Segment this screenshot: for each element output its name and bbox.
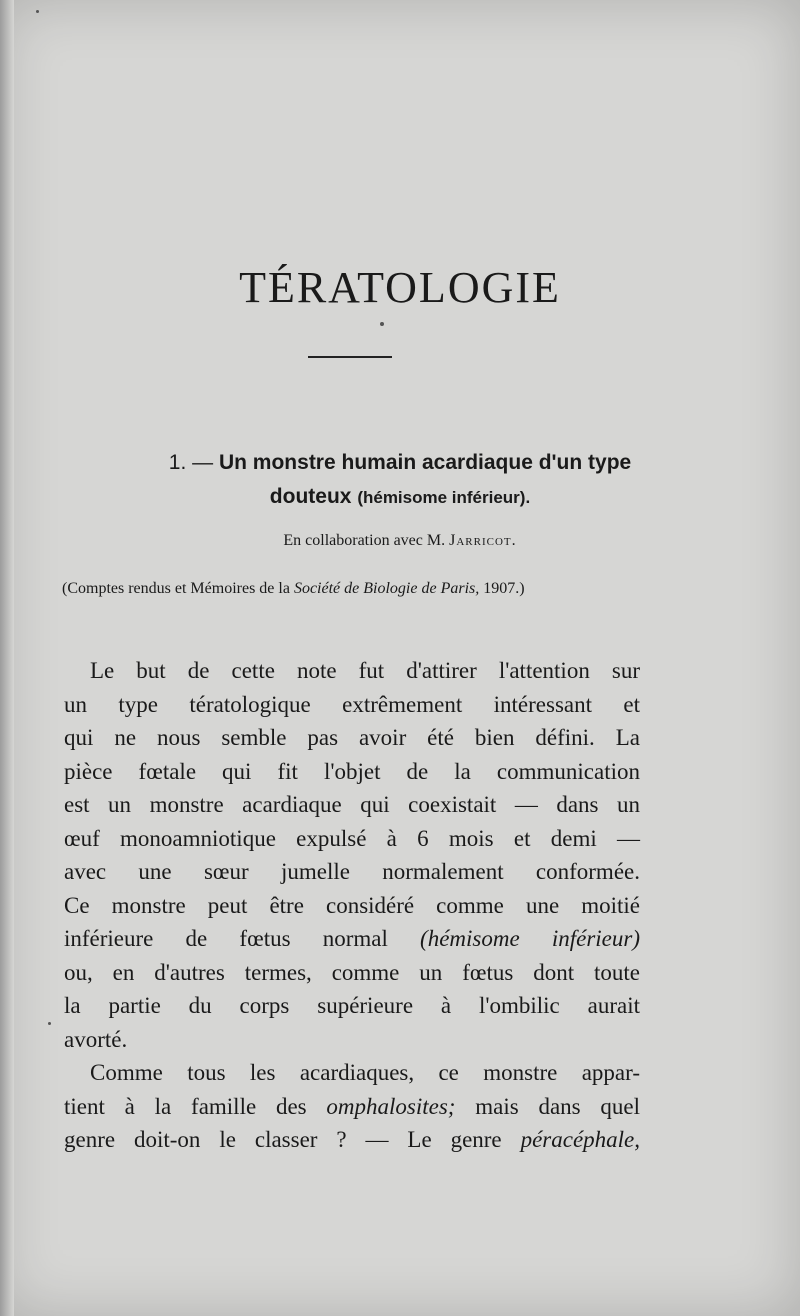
italic-term: (hémisome inférieur) xyxy=(420,926,640,951)
body-text xyxy=(64,654,640,1157)
source-open: (Comptes rendus et Mémoires de la xyxy=(62,580,290,597)
text-line: œuf monoamniotique expulsé à 6 mois et demi — xyxy=(64,825,640,851)
collaboration-prefix: En collaboration avec M. xyxy=(283,532,446,549)
paragraph-2 xyxy=(64,1056,640,1157)
page-edge-shadow xyxy=(0,0,14,1316)
text-segment: genre doit-on le classer ? — Le genre xyxy=(64,1127,502,1152)
section-title-line2: douteux xyxy=(269,485,352,508)
source-society: Société de Biologie de Paris, xyxy=(293,580,480,597)
section-title-line1: Un monstre humain acardiaque d'un type xyxy=(218,451,632,474)
source-year: 1907.) xyxy=(483,580,525,597)
paragraph-1 xyxy=(64,654,640,1056)
print-speck xyxy=(48,1022,51,1025)
text-line: qui ne nous semble pas avoir été bien défini. La xyxy=(64,725,640,750)
section-subtitle: (hémisome inférieur). xyxy=(357,488,531,507)
text-line: avorté. xyxy=(64,1026,128,1052)
text-line: Comme tous les acardiaques, ce monstre appar- xyxy=(90,1060,640,1085)
text-line xyxy=(64,922,640,956)
text-line: un type tératologique extrêmement intéressant et xyxy=(64,691,640,717)
section-number: 1. — xyxy=(168,451,214,474)
text-segment: mais dans quel xyxy=(475,1093,640,1119)
page-title: TÉRATOLOGIE xyxy=(239,263,561,312)
italic-term: omphalosites; xyxy=(326,1093,456,1119)
source-citation xyxy=(62,580,662,598)
text-line: ou, en d'autres termes, comme un fœtus dont toute xyxy=(64,959,640,985)
section-heading xyxy=(0,446,800,515)
text-line: Le but de cette note fut d'attirer l'attention sur xyxy=(90,658,640,683)
text-line xyxy=(64,1090,640,1124)
text-line: est un monstre acardiaque qui coexistait — dans un xyxy=(64,792,640,817)
collaboration-line xyxy=(0,532,800,550)
italic-term: péracéphale, xyxy=(520,1127,641,1152)
text-line: pièce fœtale qui fit l'objet de la communication xyxy=(64,758,640,784)
print-speck xyxy=(36,10,39,13)
text-line-start: inférieure de fœtus normal xyxy=(64,926,388,951)
text-line: Ce monstre peut être considéré comme une moitié xyxy=(64,892,640,918)
title-rule xyxy=(308,356,392,358)
text-line: avec une sœur jumelle normalement conformée. xyxy=(64,859,640,884)
text-line xyxy=(64,1123,640,1157)
text-line: la partie du corps supérieure à l'ombilic aurait xyxy=(64,993,640,1018)
print-speck xyxy=(380,322,384,326)
collaborator-name: Jarricot. xyxy=(449,532,517,549)
text-segment: tient à la famille des xyxy=(64,1093,307,1119)
